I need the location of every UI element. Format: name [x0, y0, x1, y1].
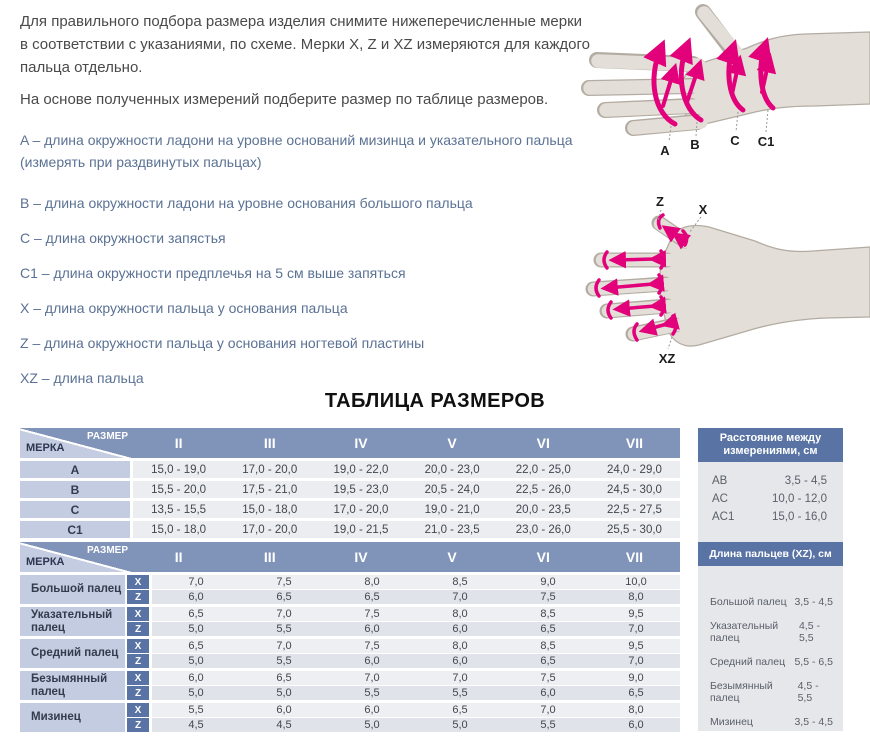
- x-badge: X: [127, 575, 149, 589]
- value-cell: 5,5: [364, 687, 380, 699]
- row-values: [133, 501, 680, 518]
- measure-row-label: A: [20, 461, 130, 478]
- finger-length-panel-title: Длина пальцев (XZ), см: [698, 542, 843, 566]
- finger-row-label: Мизинец: [20, 703, 125, 732]
- size-column-header: II: [174, 435, 183, 451]
- finger-length-label: Безымянный палец: [710, 680, 773, 704]
- value-cell: 5,5: [276, 655, 292, 667]
- value-cell: 5,0: [364, 719, 380, 731]
- intro-text: [20, 10, 590, 111]
- measure-definitions: [20, 129, 610, 402]
- distance-label: AC1: [712, 511, 735, 523]
- value-cell: 17,0 - 20,0: [242, 523, 298, 536]
- corner-measure-label: МЕРКА: [26, 556, 65, 568]
- finger-row-label: Средний палец: [20, 639, 125, 668]
- finger-measure-diagram: [575, 163, 870, 380]
- size-column-header: IV: [354, 435, 368, 451]
- value-cell: 5,0: [276, 687, 292, 699]
- z-badge: Z: [127, 686, 149, 700]
- value-cell: 6,5: [188, 640, 204, 652]
- definition-a: A – длина окружности ладони на уровне оснований мизинца и указательного пальца (измерять при раздвинутых пальцах): [20, 132, 573, 170]
- distance-panel: [698, 428, 843, 542]
- size-table-body-measures: [20, 428, 680, 538]
- finger-row-label: Указательный палец: [20, 607, 125, 636]
- value-cell: 7,0: [452, 672, 468, 684]
- distance-row: [712, 508, 827, 526]
- corner-size-label: РАЗМЕР: [87, 431, 128, 442]
- intro-paragraph-1: Для правильного подбора размера изделия снимите нижеперечисленные мерки в соответствии с указаниями, по схеме. Мерки X, Z и XZ измеряются для каждого пальца отдельно.: [20, 13, 590, 76]
- value-cell: 19,0 - 21,5: [333, 523, 389, 536]
- band-label-c1: C1: [757, 134, 775, 149]
- value-cell: 9,0: [628, 672, 644, 684]
- finger-x-row: [127, 703, 680, 717]
- row-values: [133, 481, 680, 498]
- distance-label: AC: [712, 493, 728, 505]
- intro-paragraph-2: На основе полученных измерений подберите размер по таблице размеров.: [20, 91, 549, 108]
- finger-length-value: 4,5 - 5,5: [797, 680, 819, 704]
- value-cell: 8,5: [452, 576, 468, 588]
- finger-block-pinky: [20, 703, 680, 732]
- definition-c: C – длина окружности запястья: [20, 230, 226, 246]
- measure-row-label: C: [20, 501, 130, 518]
- value-cell: 17,0 - 20,0: [242, 463, 298, 476]
- value-cell: 6,0: [540, 687, 556, 699]
- size-table-header: [20, 542, 680, 572]
- finger-length-row: [710, 620, 833, 644]
- finger-z-row: [127, 654, 680, 668]
- distance-value: 15,0 - 16,0: [772, 511, 827, 523]
- size-column-header: VII: [625, 435, 643, 451]
- value-cell: 22,0 - 25,0: [515, 463, 571, 476]
- value-cell: 17,5 - 21,0: [242, 483, 298, 496]
- distance-label: AB: [712, 475, 728, 487]
- finger-length-panel: [698, 542, 843, 731]
- value-cell: 20,0 - 23,0: [424, 463, 480, 476]
- size-column-header: V: [447, 435, 457, 451]
- hand-circumference-diagram: [575, 2, 870, 160]
- value-cell: 6,5: [276, 672, 292, 684]
- value-cell: 8,0: [628, 704, 644, 716]
- size-table-fingers: [20, 542, 680, 732]
- value-cell: 7,5: [540, 591, 556, 603]
- z-badge: Z: [127, 718, 149, 732]
- distance-panel-title: Расстояние между измерениями, см: [698, 428, 843, 462]
- finger-length-value: 4,5 - 5,5: [798, 620, 820, 644]
- size-table-title: ТАБЛИЦА РАЗМЕРОВ: [324, 390, 546, 412]
- value-cell: 5,5: [452, 687, 468, 699]
- table-row: [20, 501, 680, 518]
- finger-z-row: [127, 686, 680, 700]
- value-cell: 7,0: [452, 591, 468, 603]
- value-cell: 25,5 - 30,0: [606, 523, 662, 536]
- corner-size-label: РАЗМЕР: [87, 545, 128, 556]
- size-column-header: VII: [625, 549, 643, 565]
- band-label-b: B: [690, 137, 700, 152]
- value-cell: 7,5: [276, 576, 292, 588]
- distance-row: [712, 472, 827, 490]
- measure-label-x: X: [698, 202, 708, 217]
- size-column-header: VI: [536, 549, 550, 565]
- x-badge: X: [127, 703, 149, 717]
- value-cell: 6,0: [628, 719, 644, 731]
- measure-label-xz: XZ: [658, 351, 676, 366]
- finger-length-value: 5,5 - 6,5: [794, 656, 833, 668]
- value-cell: 20,0 - 23,5: [515, 503, 571, 516]
- value-cell: 8,5: [540, 608, 556, 620]
- value-cell: 6,0: [452, 623, 468, 635]
- finger-block-ring: [20, 671, 680, 700]
- size-column-header: III: [263, 549, 276, 565]
- value-cell: 7,0: [364, 672, 380, 684]
- finger-z-row: [127, 718, 680, 732]
- corner-cell: [20, 542, 133, 572]
- value-cell: 7,0: [276, 640, 292, 652]
- x-badge: X: [127, 607, 149, 621]
- value-cell: 6,5: [628, 687, 644, 699]
- finger-row-label: Безымянный палец: [20, 671, 125, 700]
- measure-label-z: Z: [656, 194, 664, 209]
- value-cell: 19,0 - 21,0: [424, 503, 480, 516]
- value-cell: 5,5: [540, 719, 556, 731]
- value-cell: 7,0: [276, 608, 292, 620]
- finger-block-thumb: [20, 575, 680, 604]
- distance-panel-body: [698, 462, 843, 542]
- value-cell: 8,0: [628, 591, 644, 603]
- value-cell: 15,0 - 18,0: [151, 523, 207, 536]
- value-cell: 19,0 - 22,0: [333, 463, 389, 476]
- value-cell: 7,5: [364, 640, 380, 652]
- value-cell: 6,5: [540, 655, 556, 667]
- definition-xz: XZ – длина пальца: [20, 370, 144, 386]
- corner-cell: [20, 428, 133, 458]
- band-label-a: A: [660, 143, 670, 158]
- finger-row-label: Большой палец: [20, 575, 125, 604]
- x-badge: X: [127, 639, 149, 653]
- z-badge: Z: [127, 622, 149, 636]
- value-cell: 6,5: [276, 591, 292, 603]
- finger-x-row: [127, 575, 680, 589]
- value-cell: 7,0: [540, 704, 556, 716]
- value-cell: 6,0: [364, 623, 380, 635]
- finger-z-row: [127, 622, 680, 636]
- distance-value: 10,0 - 12,0: [772, 493, 827, 505]
- value-cell: 9,5: [628, 640, 644, 652]
- z-badge: Z: [127, 654, 149, 668]
- value-cell: 6,0: [364, 704, 380, 716]
- row-values: [133, 461, 680, 478]
- definition-x: X – длина окружности пальца у основания пальца: [20, 300, 348, 316]
- table-row: [20, 481, 680, 498]
- z-badge: Z: [127, 590, 149, 604]
- value-cell: 5,5: [188, 704, 204, 716]
- definition-z: Z – длина окружности пальца у основания ногтевой пластины: [20, 335, 425, 351]
- value-cell: 20,5 - 24,0: [424, 483, 480, 496]
- value-cell: 5,0: [188, 655, 204, 667]
- value-cell: 8,5: [540, 640, 556, 652]
- finger-length-label: Указательный палец: [710, 620, 779, 644]
- distance-value: 3,5 - 4,5: [784, 475, 827, 487]
- value-cell: 17,0 - 20,0: [333, 503, 389, 516]
- value-cell: 15,0 - 18,0: [242, 503, 298, 516]
- value-cell: 7,0: [188, 576, 204, 588]
- value-cell: 5,0: [452, 719, 468, 731]
- finger-length-row: [710, 596, 833, 608]
- finger-length-label: Большой палец: [710, 596, 787, 608]
- finger-x-row: [127, 607, 680, 621]
- value-cell: 6,0: [452, 655, 468, 667]
- value-cell: 6,0: [188, 591, 204, 603]
- finger-length-value: 3,5 - 4,5: [794, 596, 833, 608]
- size-table-header: [20, 428, 680, 458]
- finger-length-label: Средний палец: [710, 656, 786, 668]
- value-cell: 6,0: [188, 672, 204, 684]
- finger-length-panel-body: [698, 566, 843, 731]
- value-cell: 7,5: [540, 672, 556, 684]
- value-cell: 22,5 - 26,0: [515, 483, 571, 496]
- value-cell: 4,5: [276, 719, 292, 731]
- finger-x-row: [127, 671, 680, 685]
- table-row: [20, 521, 680, 538]
- value-cell: 6,0: [276, 704, 292, 716]
- size-column-header: II: [174, 549, 183, 565]
- finger-block-middle: [20, 639, 680, 668]
- value-cell: 15,0 - 19,0: [151, 463, 207, 476]
- finger-length-value: 3,5 - 4,5: [794, 716, 833, 728]
- value-cell: 7,5: [364, 608, 380, 620]
- value-cell: 15,5 - 20,0: [151, 483, 207, 496]
- distance-row: [712, 490, 827, 508]
- measure-row-label: B: [20, 481, 130, 498]
- band-label-c: C: [730, 133, 740, 148]
- finger-length-row: [710, 680, 833, 704]
- size-column-header: III: [263, 435, 276, 451]
- value-cell: 6,5: [452, 704, 468, 716]
- value-cell: 7,0: [628, 623, 644, 635]
- value-cell: 10,0: [625, 576, 647, 588]
- value-cell: 5,0: [188, 687, 204, 699]
- size-column-header: V: [447, 549, 457, 565]
- value-cell: 6,5: [540, 623, 556, 635]
- row-values: [133, 521, 680, 538]
- value-cell: 21,0 - 23,5: [424, 523, 480, 536]
- value-cell: 7,0: [628, 655, 644, 667]
- value-cell: 6,5: [364, 591, 380, 603]
- value-cell: 6,5: [188, 608, 204, 620]
- finger-length-row: [710, 716, 833, 728]
- finger-z-row: [127, 590, 680, 604]
- value-cell: 8,0: [364, 576, 380, 588]
- value-cell: 24,0 - 29,0: [606, 463, 662, 476]
- value-cell: 9,0: [540, 576, 556, 588]
- value-cell: 13,5 - 15,5: [151, 503, 207, 516]
- value-cell: 6,0: [364, 655, 380, 667]
- value-cell: 8,0: [452, 640, 468, 652]
- corner-measure-label: МЕРКА: [26, 442, 65, 454]
- value-cell: 23,0 - 26,0: [515, 523, 571, 536]
- value-cell: 8,0: [452, 608, 468, 620]
- value-cell: 5,0: [188, 623, 204, 635]
- finger-length-label: Мизинец: [710, 716, 753, 728]
- finger-block-index: [20, 607, 680, 636]
- finger-x-row: [127, 639, 680, 653]
- definition-c1: C1 – длина окружности предплечья на 5 см выше запяться: [20, 265, 406, 281]
- value-cell: 5,5: [276, 623, 292, 635]
- size-column-header: IV: [354, 549, 368, 565]
- x-badge: X: [127, 671, 149, 685]
- value-cell: 9,5: [628, 608, 644, 620]
- size-column-header: VI: [536, 435, 550, 451]
- value-cell: 4,5: [188, 719, 204, 731]
- measure-row-label: C1: [20, 521, 130, 538]
- value-cell: 22,5 - 27,5: [606, 503, 662, 516]
- definition-b: B – длина окружности ладони на уровне основания большого пальца: [20, 195, 473, 211]
- finger-length-row: [710, 656, 833, 668]
- table-row: [20, 461, 680, 478]
- value-cell: 24,5 - 30,0: [606, 483, 662, 496]
- value-cell: 19,5 - 23,0: [333, 483, 389, 496]
